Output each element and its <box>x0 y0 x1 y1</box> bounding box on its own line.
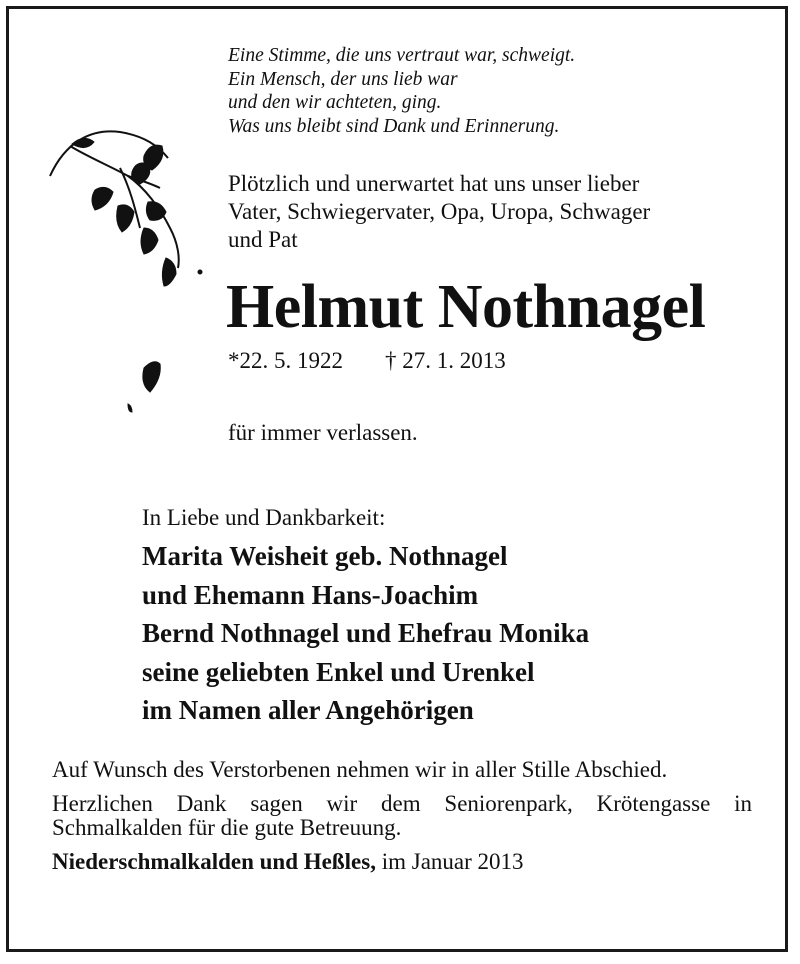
poem-line: Eine Stimme, die uns vertraut war, schweigt. <box>228 45 576 66</box>
mourner-line: seine geliebten Enkel und Urenkel <box>142 656 535 687</box>
intro-line: Plötzlich und unerwartet hat uns unser lieber <box>228 171 640 196</box>
intro-line: Vater, Schwiegervater, Opa, Uropa, Schwager <box>228 199 651 224</box>
place: Niederschmalkalden und Heßles, <box>52 849 376 874</box>
farewell-wish: Auf Wunsch des Verstorbenen nehmen wir in aller Stille Abschied. <box>52 757 668 782</box>
place-date <box>52 850 752 874</box>
poem <box>228 44 575 138</box>
birth-date: *22. 5. 1922 <box>228 348 343 373</box>
mourner-line: und Ehemann Hans-Joachim <box>142 579 479 610</box>
date: im Januar 2013 <box>381 849 524 874</box>
life-dates <box>228 346 506 376</box>
mourner-line: Bernd Nothnagel und Ehefrau Monika <box>142 618 590 648</box>
mourners-list <box>142 537 589 730</box>
thanks-intro: In Liebe und Dankbarkeit: <box>142 505 386 530</box>
forever-text: für immer verlassen. <box>228 420 418 445</box>
intro-text <box>228 170 748 254</box>
footer <box>52 758 752 884</box>
deceased-name: Helmut Nothnagel <box>226 273 706 341</box>
leaf-branch-icon <box>40 118 220 428</box>
mourner-line: im Namen aller Angehörigen <box>142 695 474 725</box>
poem-line: Ein Mensch, der uns lieb war <box>228 68 458 90</box>
gratitude-text: Herzlichen Dank sagen wir dem Seniorenpark, Krötengasse in Schmalkalden für die gute Betreuung. <box>52 791 752 840</box>
intro-line: und Pat <box>228 227 298 252</box>
death-date: † 27. 1. 2013 <box>385 348 506 373</box>
poem-line: und den wir achteten, ging. <box>228 92 442 113</box>
poem-line: Was uns bleibt sind Dank und Erinnerung. <box>228 115 560 137</box>
mourner-line: Marita Weisheit geb. Nothnagel <box>142 541 508 571</box>
